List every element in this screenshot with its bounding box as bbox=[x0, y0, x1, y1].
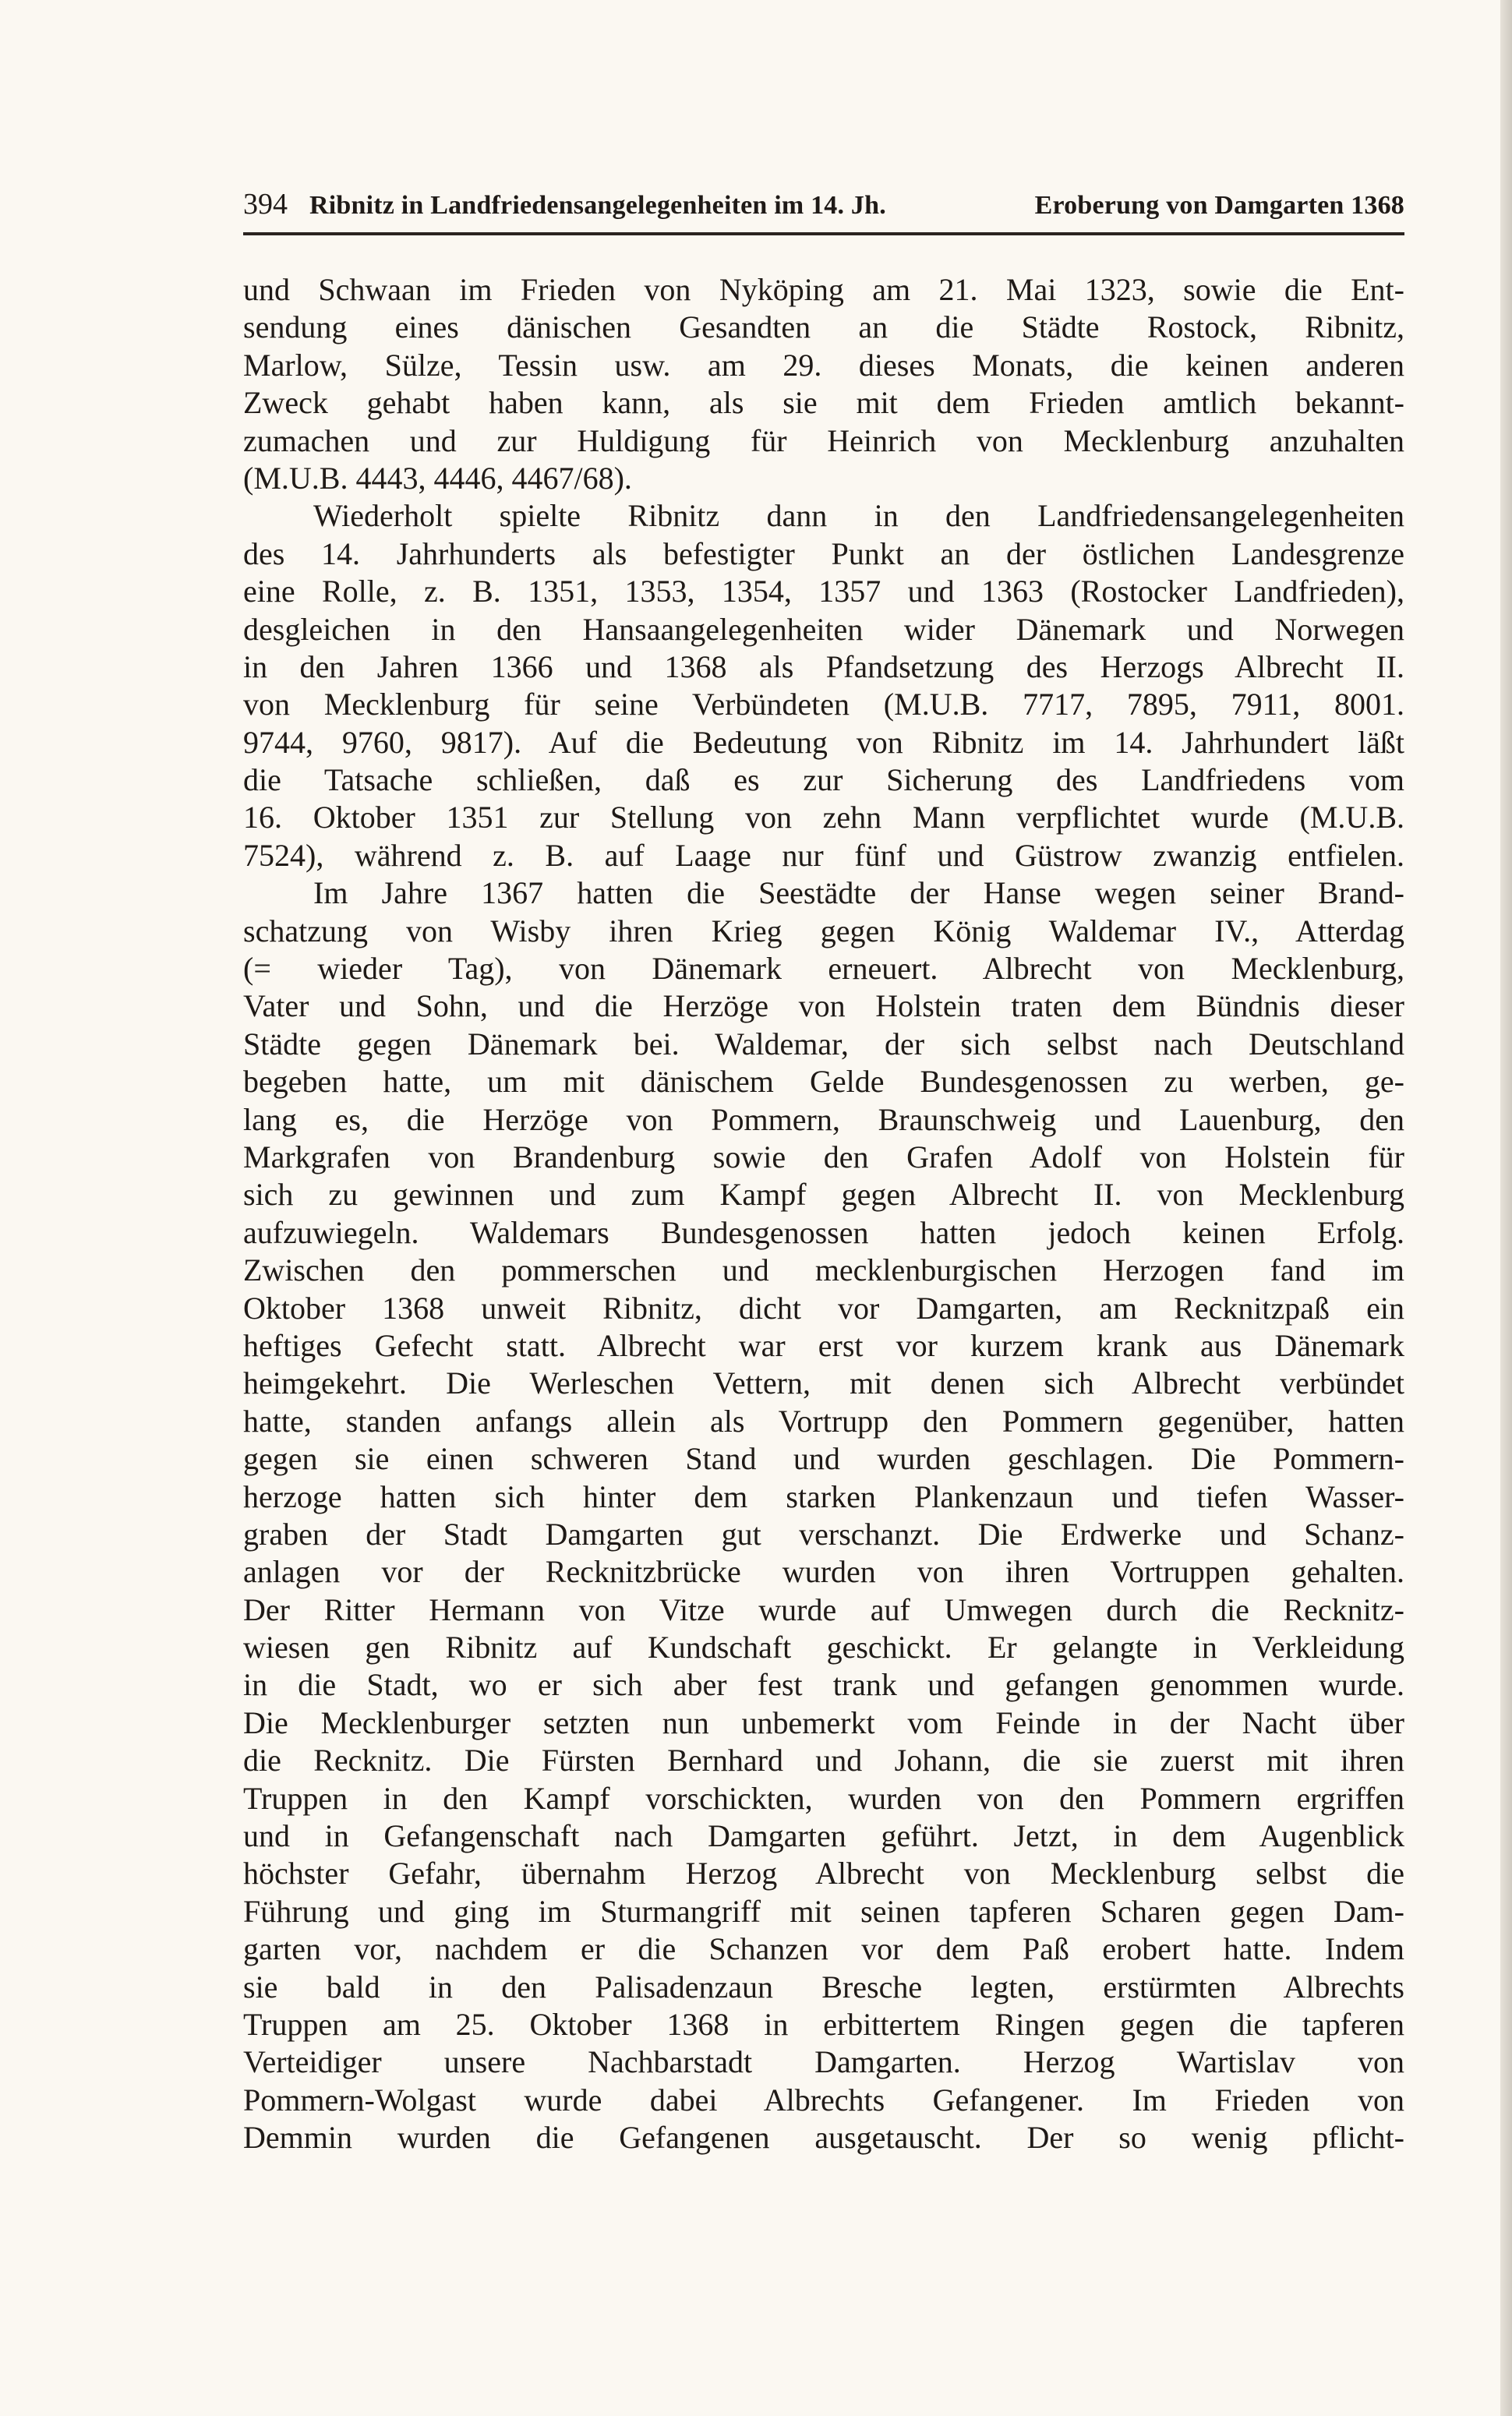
text-line: Wiederholt spielte Ribnitz dann in den Landfriedensangelegenheiten bbox=[313, 498, 1404, 534]
text-line: eine Rolle, z. B. 1351, 1353, 1354, 1357 und 1363 (Rostocker Landfrieden), bbox=[243, 574, 1404, 609]
text-line: und in Gefangenschaft nach Damgarten geführt. Jetzt, in dem Augenblick bbox=[243, 1818, 1404, 1854]
text-line: wiesen gen Ribnitz auf Kundschaft geschickt. Er gelangte in Verkleidung bbox=[243, 1630, 1404, 1665]
text-line: 7524), während z. B. auf Laage nur fünf und Güstrow zwanzig entfielen. bbox=[243, 837, 1404, 873]
text-line: herzoge hatten sich hinter dem starken Plankenzaun und tiefen Wasser- bbox=[243, 1478, 1404, 1514]
text-line: sendung eines dänischen Gesandten an die Städte Rostock, Ribnitz, bbox=[243, 309, 1404, 345]
text-line: begeben hatte, um mit dänischem Gelde Bundesgenossen zu werben, ge- bbox=[243, 1064, 1404, 1100]
page-number: 394 bbox=[243, 188, 288, 221]
text-line: Markgrafen von Brandenburg sowie den Grafen Adolf von Holstein für bbox=[243, 1139, 1404, 1174]
text-line: des 14. Jahrhunderts als befestigter Punkt an der östlichen Landesgrenze bbox=[243, 535, 1404, 571]
text-line: in die Stadt, wo er sich aber fest trank und gefangen genommen wurde. bbox=[243, 1667, 1404, 1703]
body-text bbox=[243, 271, 1404, 2157]
text-line: gegen sie einen schweren Stand und wurden geschlagen. Die Pommern- bbox=[243, 1441, 1404, 1477]
text-line: lang es, die Herzöge von Pommern, Braunschweig und Lauenburg, den bbox=[243, 1101, 1404, 1137]
text-line: die Tatsache schließen, daß es zur Sicherung des Landfriedens vom bbox=[243, 762, 1404, 798]
text-line: Truppen am 25. Oktober 1368 in erbittertem Ringen gegen die tapferen bbox=[243, 2006, 1404, 2042]
text-line: Zweck gehabt haben kann, als sie mit dem Frieden amtlich bekannt- bbox=[243, 385, 1404, 421]
running-header bbox=[243, 187, 1404, 234]
text-line: (= wieder Tag), von Dänemark erneuert. Albrecht von Mecklenburg, bbox=[243, 951, 1404, 987]
text-line: desgleichen in den Hansaangelegenheiten wider Dänemark und Norwegen bbox=[243, 611, 1404, 647]
text-line: sie bald in den Palisadenzaun Bresche legten, erstürmten Albrechts bbox=[243, 1969, 1404, 2005]
text-line: Vater und Sohn, und die Herzöge von Holstein traten dem Bündnis dieser bbox=[243, 988, 1404, 1024]
text-line: 9744, 9760, 9817). Auf die Bedeutung von Ribnitz im 14. Jahrhundert läßt bbox=[243, 724, 1404, 760]
text-line: (M.U.B. 4443, 4446, 4467/68). bbox=[243, 460, 632, 496]
text-line: Truppen in den Kampf vorschickten, wurden von den Pommern ergriffen bbox=[243, 1780, 1404, 1816]
running-title-right: Eroberung von Damgarten 1368 bbox=[1034, 191, 1404, 220]
text-line: schatzung von Wisby ihren Krieg gegen König Waldemar IV., Atterdag bbox=[243, 913, 1404, 948]
text-line: die Recknitz. Die Fürsten Bernhard und Johann, die sie zuerst mit ihren bbox=[243, 1743, 1404, 1778]
page-edge bbox=[1500, 0, 1512, 2416]
text-line: und Schwaan im Frieden von Nyköping am 21. Mai 1323, sowie die Ent- bbox=[243, 272, 1404, 307]
text-line: von Mecklenburg für seine Verbündeten (M.U.B. 7717, 7895, 7911, 8001. bbox=[243, 687, 1404, 722]
text-line: 16. Oktober 1351 zur Stellung von zehn Mann verpflichtet wurde (M.U.B. bbox=[243, 800, 1404, 835]
text-line: in den Jahren 1366 und 1368 als Pfandsetzung des Herzogs Albrecht II. bbox=[243, 648, 1404, 684]
text-line: Die Mecklenburger setzten nun unbemerkt vom Feinde in der Nacht über bbox=[243, 1704, 1404, 1740]
text-line: Zwischen den pommerschen und mecklenburgischen Herzogen fand im bbox=[243, 1252, 1404, 1288]
text-line: höchster Gefahr, übernahm Herzog Albrecht von Mecklenburg selbst die bbox=[243, 1856, 1404, 1891]
text-line: Oktober 1368 unweit Ribnitz, dicht vor Damgarten, am Recknitzpaß ein bbox=[243, 1290, 1404, 1326]
running-title-left: Ribnitz in Landfriedensangelegenheiten im 14. Jh. bbox=[309, 191, 886, 220]
text-line: hatte, standen anfangs allein als Vortrupp den Pommern gegenüber, hatten bbox=[243, 1403, 1404, 1439]
text-line: heftiges Gefecht statt. Albrecht war erst vor kurzem krank aus Dänemark bbox=[243, 1327, 1404, 1363]
text-line: heimgekehrt. Die Werleschen Vettern, mit denen sich Albrecht verbündet bbox=[243, 1365, 1404, 1401]
text-line: zumachen und zur Huldigung für Heinrich von Mecklenburg anzuhalten bbox=[243, 422, 1404, 458]
text-line: aufzuwiegeln. Waldemars Bundesgenossen hatten jedoch keinen Erfolg. bbox=[243, 1214, 1404, 1250]
text-line: Marlow, Sülze, Tessin usw. am 29. dieses Monats, die keinen anderen bbox=[243, 347, 1404, 383]
text-line: garten vor, nachdem er die Schanzen vor dem Paß erobert hatte. Indem bbox=[243, 1931, 1404, 1967]
text-line: graben der Stadt Damgarten gut verschanzt. Die Erdwerke und Schanz- bbox=[243, 1516, 1404, 1552]
header-rule bbox=[243, 232, 1404, 235]
text-line: sich zu gewinnen und zum Kampf gegen Albrecht II. von Mecklenburg bbox=[243, 1177, 1404, 1213]
text-line: Städte gegen Dänemark bei. Waldemar, der sich selbst nach Deutschland bbox=[243, 1026, 1404, 1061]
text-line: Verteidiger unsere Nachbarstadt Damgarten. Herzog Wartislav von bbox=[243, 2044, 1404, 2080]
text-line: Der Ritter Hermann von Vitze wurde auf Umwegen durch die Recknitz- bbox=[243, 1591, 1404, 1627]
text-line: Pommern-Wolgast wurde dabei Albrechts Gefangener. Im Frieden von bbox=[243, 2082, 1404, 2118]
text-line: anlagen vor der Recknitzbrücke wurden von ihren Vortruppen gehalten. bbox=[243, 1554, 1404, 1590]
text-line: Führung und ging im Sturmangriff mit seinen tapferen Scharen gegen Dam- bbox=[243, 1893, 1404, 1929]
text-line: Im Jahre 1367 hatten die Seestädte der Hanse wegen seiner Brand- bbox=[313, 875, 1404, 911]
text-line: Demmin wurden die Gefangenen ausgetauscht. Der so wenig pflicht- bbox=[243, 2120, 1404, 2156]
